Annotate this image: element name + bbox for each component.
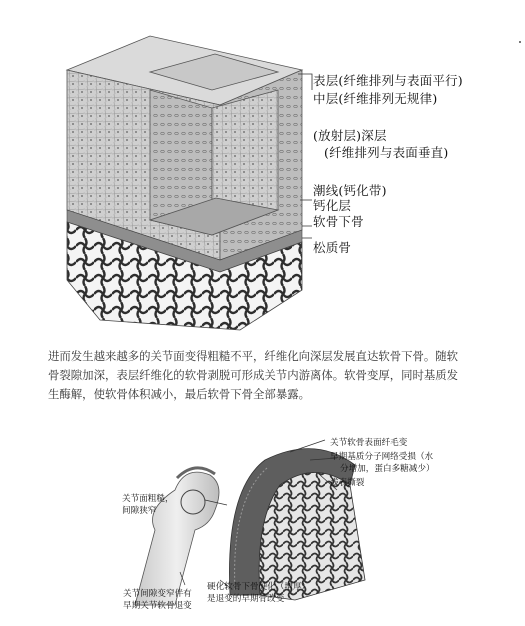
label-middle-layer: 中层(纤维排列无规律) bbox=[313, 91, 438, 106]
label-surface-fibrillation: 关节软骨表面纤毛变 bbox=[330, 438, 408, 448]
label-deep-layer-fibers: (纤维排列与表面垂直) bbox=[324, 145, 449, 160]
label-matrix-damage: 早期基质分子网络受损（水 bbox=[330, 452, 434, 462]
label-narrow-space: 间隙狭窄 bbox=[122, 506, 157, 516]
label-early-cartilage-degeneration: 早期关节软骨退变 bbox=[123, 601, 192, 611]
label-tide-line: 潮线(钙化带) bbox=[313, 183, 387, 198]
label-deep-layer: (放射层)深层 bbox=[313, 128, 387, 143]
label-superficial-tear: 浅表撕裂 bbox=[330, 478, 365, 488]
cartilage-layers-illustration bbox=[40, 30, 320, 335]
label-rough-joint-surface: 关节面粗糙， bbox=[122, 494, 174, 504]
label-joint-space-narrowing: 关节间隙变窄伴有 bbox=[123, 589, 192, 599]
label-calcified-layer: 钙化层 bbox=[313, 198, 352, 213]
label-subchondral-sclerosis: 硬化软骨下骨硬化（增厚） bbox=[207, 582, 311, 592]
label-subchondral-bone: 软骨下骨 bbox=[313, 214, 364, 229]
paragraph-line: 进而发生越来越多的关节面变得粗糙不平，纤维化向深层发展直达软骨下骨。随软 bbox=[48, 349, 459, 363]
paragraph-line: 骨裂隙加深，表层纤维化的软骨剥脱可形成关节内游离体。软骨变厚，同时基质发 bbox=[48, 368, 459, 382]
label-early-bone-change: 是退变的早期骨改变 bbox=[207, 594, 285, 604]
label-matrix-damage-detail: 分增加，蛋白多糖减少） bbox=[340, 464, 435, 474]
label-surface-layer: 表层(纤维排列与表面平行) bbox=[313, 73, 463, 88]
paragraph-line: 生酶解，使软骨体积减小，最后软骨下骨全部暴露。 bbox=[48, 387, 310, 401]
description-paragraph bbox=[48, 347, 484, 404]
label-cancellous-bone: 松质骨 bbox=[313, 240, 352, 255]
page-marker-dot bbox=[519, 41, 521, 43]
